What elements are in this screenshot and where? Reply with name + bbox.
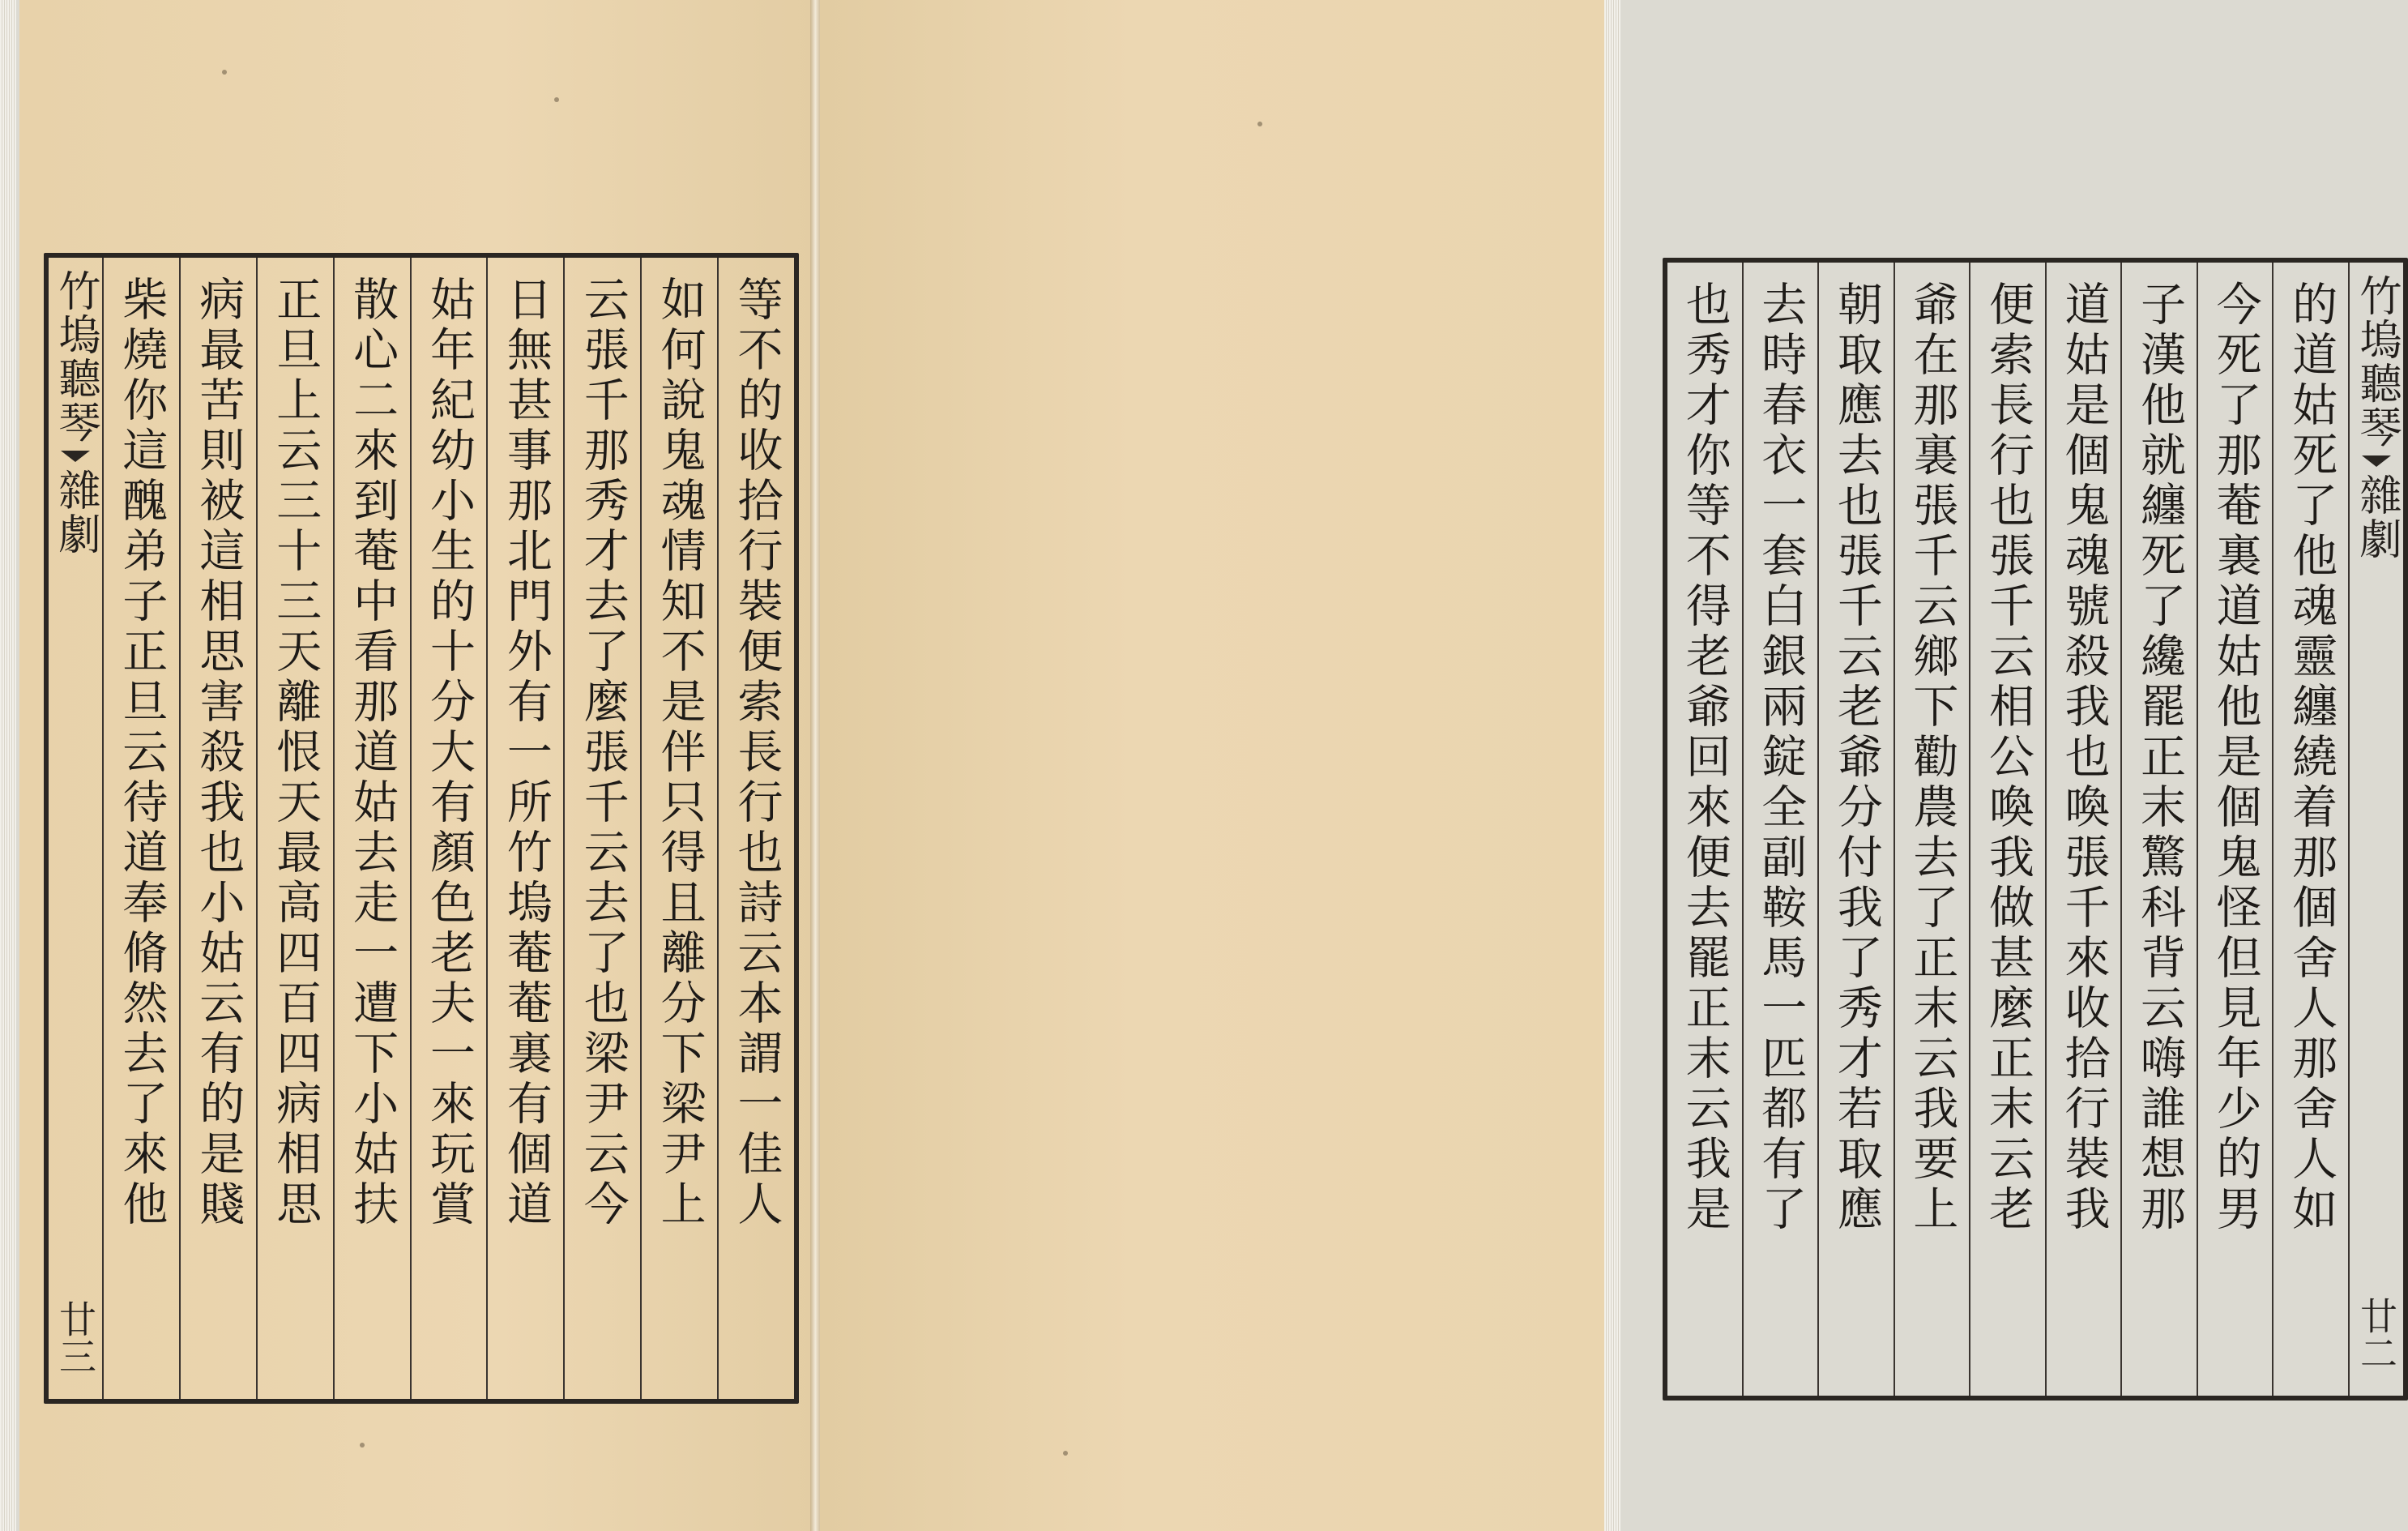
left-column-1 <box>717 258 794 1399</box>
right-column-5-text: 便索長行也張千云相公喚我做甚麼正末云老 <box>1981 280 2034 1235</box>
right-column-4-text: 道姑是個鬼魂號殺我也喚張千來收拾行裝我 <box>2057 280 2111 1235</box>
paper-speck <box>222 70 227 75</box>
right-page-frame <box>1663 258 2408 1401</box>
left-column-7 <box>256 258 333 1399</box>
right-page <box>820 0 2401 1531</box>
right-column-9-text: 也秀才你等不得老爺回來便去罷正末云我是 <box>1678 280 1731 1235</box>
left-column-6 <box>333 258 410 1399</box>
right-column-8 <box>1742 263 1818 1396</box>
right-column-6-text: 爺在那裏張千云鄉下勸農去了正末云我要上 <box>1906 280 1959 1235</box>
right-column-4 <box>2045 263 2121 1396</box>
right-column-3 <box>2120 263 2197 1396</box>
left-banxin-genre: 雜劇 <box>50 468 100 556</box>
left-column-4-text: 日無甚事那北門外有一所竹塢菴菴裏有個道 <box>499 276 553 1230</box>
right-column-6 <box>1894 263 1970 1396</box>
left-column-3-text: 云張千那秀才去了麼張千云去了也梁尹云今 <box>576 276 630 1230</box>
right-column-1 <box>2272 263 2348 1396</box>
left-column-8-text: 病最苦則被這相思害殺我也小姑云有的是賤 <box>192 276 245 1230</box>
left-folio-number: 廿三 <box>53 1300 97 1375</box>
left-column-2 <box>640 258 717 1399</box>
left-column-7-text: 正旦上云三十三天離恨天最高四百四病相思 <box>269 276 322 1230</box>
right-column-2 <box>2197 263 2273 1396</box>
paper-speck <box>1063 1451 1068 1456</box>
right-banxin <box>2348 263 2403 1396</box>
right-column-3-text: 子漢他就纏死了纔罷正末驚科背云嗨誰想那 <box>2133 280 2187 1235</box>
left-page-frame <box>44 253 799 1404</box>
paper-speck <box>360 1443 365 1448</box>
right-banxin-genre: 雜劇 <box>2352 473 2401 561</box>
right-banxin-header <box>2352 274 2401 561</box>
right-column-8-text: 去時春衣一套白銀兩錠全副鞍馬一匹都有了 <box>1754 280 1808 1235</box>
left-banxin <box>49 258 104 1399</box>
left-column-5 <box>410 258 487 1399</box>
left-column-3 <box>563 258 640 1399</box>
left-column-8 <box>179 258 256 1399</box>
right-page-edges <box>1604 0 1620 1531</box>
left-column-6-text: 散心二來到菴中看那道姑去走一遭下小姑扶 <box>346 276 399 1230</box>
left-fishtail-mark <box>61 451 90 462</box>
left-page <box>19 0 815 1531</box>
left-banxin-header <box>50 269 100 556</box>
right-column-7-text: 朝取應去也張千云老爺分付我了秀才若取應 <box>1829 280 1883 1235</box>
right-fishtail-mark <box>2362 455 2391 467</box>
right-column-9 <box>1667 263 1742 1396</box>
right-page-columns <box>1667 263 2403 1396</box>
right-column-7 <box>1817 263 1894 1396</box>
paper-speck <box>554 97 559 102</box>
left-column-9-text: 柴燒你這醜弟子正旦云待道奉脩然去了來他 <box>115 276 169 1230</box>
left-column-9 <box>104 258 179 1399</box>
right-folio-number: 廿二 <box>2355 1297 2398 1371</box>
left-column-4 <box>486 258 563 1399</box>
right-banxin-title: 竹塢聽琴 <box>2352 274 2401 449</box>
right-column-2-text: 今死了那菴裏道姑他是個鬼怪但見年少的男 <box>2209 280 2262 1235</box>
left-banxin-title: 竹塢聽琴 <box>50 269 100 444</box>
left-column-5-text: 姑年紀幼小生的十分大有顏色老夫一來玩賞 <box>422 276 476 1230</box>
left-page-columns <box>49 258 794 1399</box>
left-column-1-text: 等不的收拾行裝便索長行也詩云本謂一佳人 <box>730 276 783 1230</box>
right-column-1-text: 的道姑死了他魂靈纏繞着那個舍人那舍人如 <box>2285 280 2338 1235</box>
left-column-2-text: 如何說鬼魂情知不是伴只得且離分下梁尹上 <box>653 276 707 1230</box>
left-page-edges <box>0 0 16 1531</box>
right-column-5 <box>1969 263 2045 1396</box>
paper-speck <box>1257 122 1262 126</box>
